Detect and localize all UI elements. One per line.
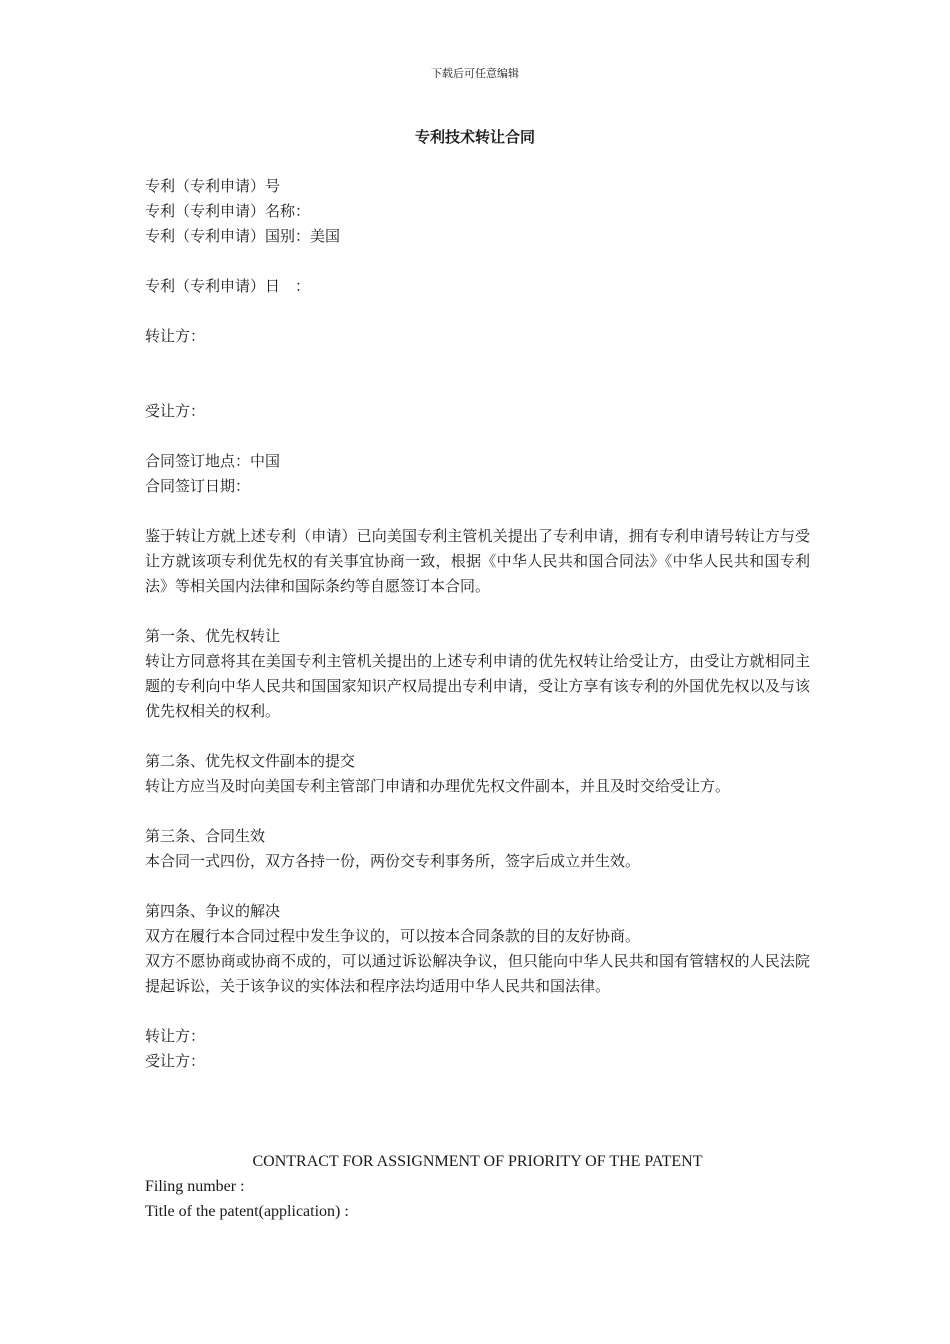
article-3-paragraph: 本合同一式四份，双方各持一份，两份交专利事务所，签字后成立并生效。 [145, 852, 641, 870]
header-note: 下载后可任意编辑 [431, 67, 519, 80]
article-4-paragraph-1: 双方在履行本合同过程中发生争议的，可以按本合同条款的目的友好协商。 [145, 927, 641, 945]
signature-assignor: 转让方： [145, 1027, 206, 1045]
patent-date-field: 专利（专利申请）日 ： [145, 277, 311, 295]
patent-number-field: 专利（专利申请）号 [145, 177, 281, 195]
document-body [145, 174, 810, 1224]
patent-country-field: 专利（专利申请）国别：美国 [145, 227, 341, 245]
signature-assignee: 受让方： [145, 1052, 206, 1070]
article-2-paragraph: 转让方应当及时向美国专利主管部门申请和办理优先权文件副本，并且及时交给受让方。 [145, 777, 731, 795]
document-title: 专利技术转让合同 [414, 128, 535, 146]
article-2-heading: 第二条、优先权文件副本的提交 [145, 752, 356, 770]
article-4-paragraph-2: 双方不愿协商或协商不成的，可以通过诉讼解决争议，但只能向中华人民共和国有管辖权的人民法院提起诉讼，关于该争议的实体法和程序法均适用中华人民共和国法律。 [145, 952, 810, 995]
sign-date-field: 合同签订日期： [145, 477, 251, 495]
patent-name-field: 专利（专利申请）名称： [145, 202, 311, 220]
article-3-heading: 第三条、合同生效 [145, 827, 266, 845]
sign-place-field: 合同签订地点：中国 [145, 452, 281, 470]
assignor-field: 转让方： [145, 327, 206, 345]
article-1-paragraph: 转让方同意将其在美国专利主管机关提出的上述专利申请的优先权转让给受让方，由受让方就相同主题的专利向中华人民共和国国家知识产权局提出专利申请，受让方享有该专利的外国优先权以及与该优先权相关的权利。 [145, 652, 810, 720]
article-4-heading: 第四条、争议的解决 [145, 902, 281, 920]
preamble-paragraph: 鉴于转让方就上述专利（申请）已向美国专利主管机关提出了专利申请，拥有专利申请号转让方与受让方就该项专利优先权的有关事宜协商一致，根据《中华人民共和国合同法》《中华人民共和国专利法》等相关国内法律和国际条约等自愿签订本合同。 [145, 527, 810, 595]
filing-number-field: Filing number : [145, 1178, 245, 1195]
english-title: CONTRACT FOR ASSIGNMENT OF PRIORITY OF THE PATENT [252, 1153, 703, 1170]
assignee-field: 受让方： [145, 402, 206, 420]
article-1-heading: 第一条、优先权转让 [145, 627, 281, 645]
patent-title-field: Title of the patent(application) : [145, 1203, 349, 1220]
